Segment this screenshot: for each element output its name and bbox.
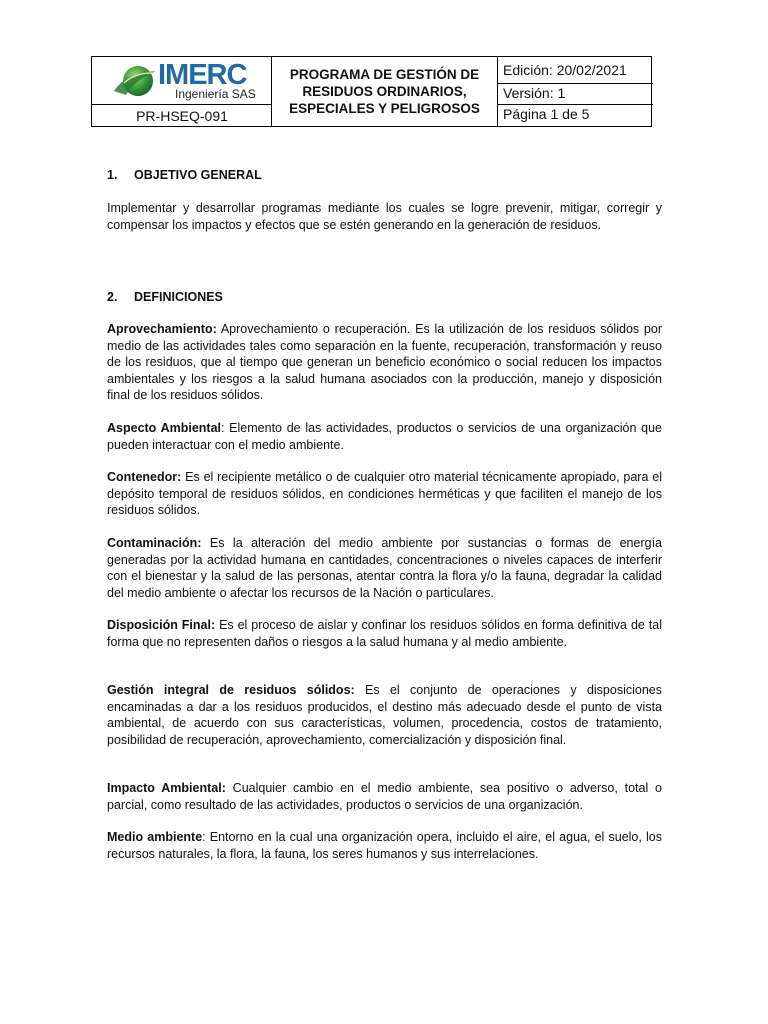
definition-paragraph xyxy=(107,535,662,601)
globe-icon xyxy=(112,61,158,101)
company-subtitle: Ingeniería SAS xyxy=(175,87,256,101)
definition-term: Gestión integral de residuos sólidos: xyxy=(107,683,355,697)
definition-text: Aprovechamiento o recuperación. Es la utilización de los residuos sólidos por medio de las actividades tales como separación en la fuente, recuperación, transformación y reuso de los residuos, que al tiempo que generan un beneficio económico o social reducen los impactos ambientales y los riesgos a la salud humana asociados con la producción, manejo y disposición final de los residuos sólidos. xyxy=(107,322,662,403)
page-number: Página 1 de 5 xyxy=(503,106,590,122)
company-logo xyxy=(108,59,268,103)
definition-paragraph xyxy=(107,829,662,862)
definition-text: : Entorno en la cual una organización opera, incluido el aire, el agua, el suelo, los recursos naturales, la flora, la fauna, los seres humanos y sus interrelaciones. xyxy=(107,830,662,861)
section-title: DEFINICIONES xyxy=(134,290,223,304)
definition-text: Es el proceso de aislar y confinar los residuos sólidos en forma definitiva de tal forma que no representen daños o riesgos a la salud humana y al medio ambiente. xyxy=(107,618,662,649)
definition-paragraph xyxy=(107,682,662,748)
document-title: PROGRAMA DE GESTIÓN DE RESIDUOS ORDINARIOS, ESPECIALES Y PELIGROSOS xyxy=(289,67,480,116)
section-heading-objective xyxy=(107,168,262,182)
definition-term: Aspecto Ambiental xyxy=(107,421,221,435)
section-number: 2. xyxy=(107,290,118,304)
definition-term: Medio ambiente xyxy=(107,830,203,844)
definition-paragraph xyxy=(107,321,662,404)
objective-paragraph: Implementar y desarrollar programas mediante los cuales se logre prevenir, mitigar, corregir y compensar los impactos y efectos que se estén generando en la generación de residuos. xyxy=(107,201,662,232)
definition-text: : Elemento de las actividades, productos o servicios de una organización que pueden interactuar con el medio ambiente. xyxy=(107,421,662,452)
definition-paragraph xyxy=(107,420,662,453)
definition-term: Impacto Ambiental: xyxy=(107,781,226,795)
definition-text: Es la alteración del medio ambiente por sustancias o formas de energía generadas por la actividad humana en cantidades, concentraciones o niveles capaces de interferir con el bienestar y la salud de las personas, atentar contra la flora y/o la fauna, degradar la calidad del medio ambiente o afectar los recursos de la Nación o particulares. xyxy=(107,536,662,600)
version-number: Versión: 1 xyxy=(503,85,566,101)
definition-text: Es el conjunto de operaciones y disposiciones encaminadas a dar a los residuos producidos, el destino más adecuado desde el punto de vista ambiental, de acuerdo con sus características, volumen, procedencia, costos de tratamiento, posibilidad de recuperación, aprovechamiento, comercialización y disposición final. xyxy=(107,683,662,747)
definition-text: Es el recipiente metálico o de cualquier otro material técnicamente apropiado, para el depósito temporal de residuos sólidos, en condiciones herméticas y que faciliten el manejo de los residuos sólidos. xyxy=(107,470,662,518)
definition-term: Disposición Final: xyxy=(107,618,216,632)
header-divider xyxy=(497,57,498,126)
definition-paragraph xyxy=(107,469,662,519)
section-number: 1. xyxy=(107,168,118,182)
definition-term: Aprovechamiento: xyxy=(107,322,217,336)
definition-paragraph xyxy=(107,617,662,650)
definition-term: Contaminación: xyxy=(107,536,202,550)
edition-date: Edición: 20/02/2021 xyxy=(503,62,627,78)
definition-text: Cualquier cambio en el medio ambiente, sea positivo o adverso, total o parcial, como resultado de las actividades, productos o servicios de una organización. xyxy=(107,781,662,812)
definition-paragraph xyxy=(107,780,662,813)
section-title: OBJETIVO GENERAL xyxy=(134,168,262,182)
document-code: PR-HSEQ-091 xyxy=(136,108,228,124)
section-heading-definitions xyxy=(107,290,223,304)
header-divider xyxy=(497,83,653,84)
document-header xyxy=(91,56,652,127)
definition-term: Contenedor: xyxy=(107,470,182,484)
company-name: IMERC xyxy=(158,59,247,91)
header-divider xyxy=(497,104,653,105)
